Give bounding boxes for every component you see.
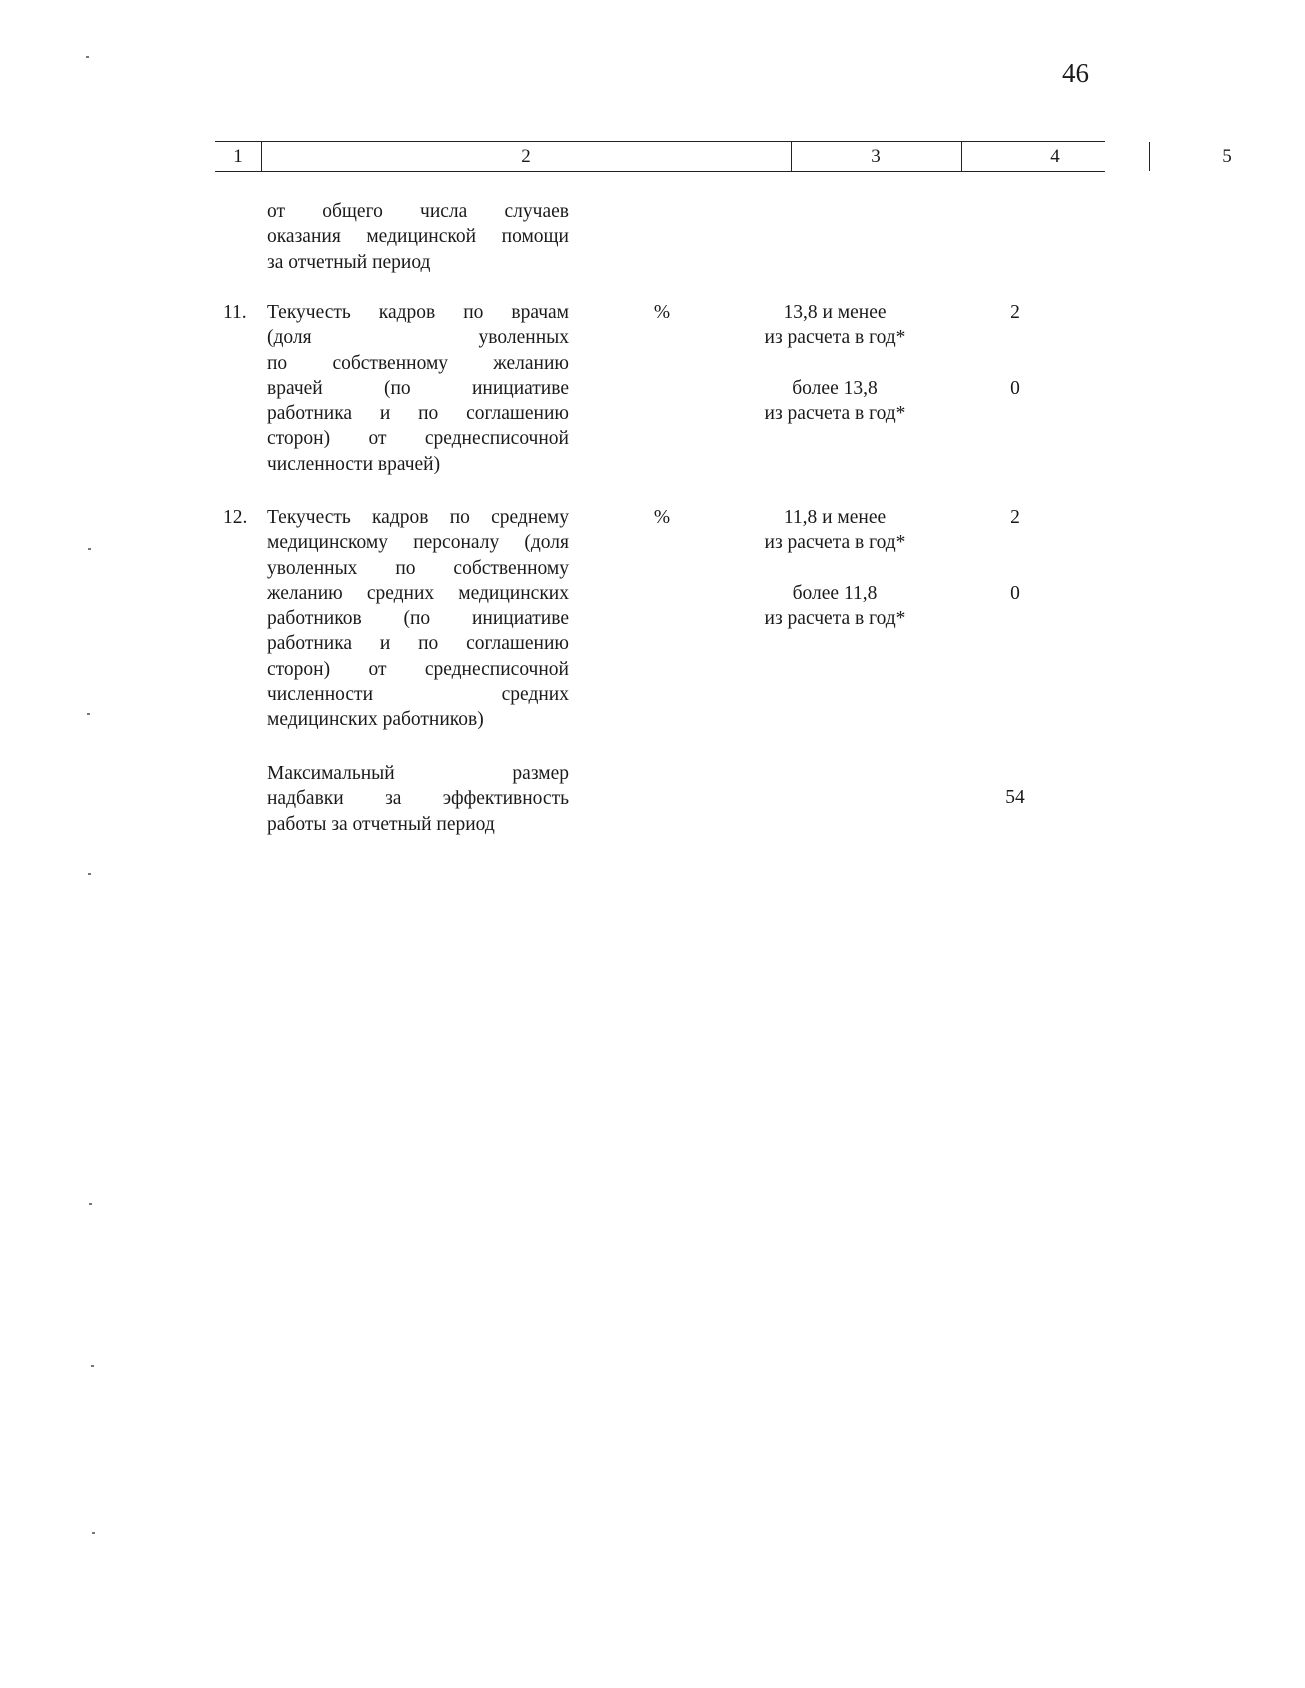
table-header-row: [215, 141, 1232, 172]
row-unit: %: [653, 507, 671, 528]
text-line: медицинскому персоналу (доля: [267, 532, 569, 554]
text-line: Текучесть кадров по среднему: [267, 507, 569, 528]
text-line: численности врачей): [267, 453, 441, 475]
scan-mark: [86, 56, 89, 58]
header-cell-2: 2: [521, 146, 531, 167]
row-number: 12.: [223, 507, 248, 528]
header-cell-1: 1: [233, 146, 243, 167]
criterion: [740, 505, 930, 556]
row-number: 11.: [223, 302, 247, 323]
criterion-period: из расчета в год*: [764, 327, 906, 349]
scan-mark: [88, 548, 91, 550]
criterion-value: более 11,8: [792, 583, 878, 604]
row-unit: %: [653, 302, 671, 323]
text-line: работы за отчетный период: [267, 813, 495, 835]
max-bonus-description: [267, 761, 569, 837]
text-line: Текучесть кадров по врачам: [267, 302, 569, 323]
text-line: уволенных по собственному: [267, 557, 569, 579]
text-line: медицинских работников): [267, 709, 484, 731]
criterion-period: из расчета в год*: [764, 532, 906, 554]
text-line: врачей (по инициативе: [267, 377, 569, 399]
criterion-score: 2: [1010, 507, 1020, 528]
criterion-value: 13,8 и менее: [783, 302, 887, 323]
scan-mark: [89, 1203, 92, 1205]
text-line: работника и по соглашению: [267, 633, 569, 655]
header-cell-5: 5: [1222, 146, 1232, 167]
text-line: по собственному желанию: [267, 352, 569, 374]
text-line: (доля уволенных: [267, 327, 569, 349]
header-cell-4: 4: [1050, 146, 1060, 167]
text-line: численности средних: [267, 684, 569, 706]
max-bonus-score: 54: [1005, 787, 1025, 808]
text-line: за отчетный период: [267, 251, 431, 273]
scan-mark: [91, 1365, 94, 1367]
text-line: желанию средних медицинских: [267, 582, 569, 604]
continuation-description: [267, 199, 569, 275]
text-line: сторон) от среднесписочной: [267, 658, 569, 680]
scan-mark: [88, 873, 91, 875]
row-description: [267, 505, 569, 733]
text-line: сторон) от среднесписочной: [267, 428, 569, 450]
text-line: оказания медицинской помощи: [267, 226, 569, 248]
criterion-score: 2: [1010, 302, 1020, 323]
criterion-value: более 13,8: [792, 378, 878, 399]
criterion-period: из расчета в год*: [764, 403, 906, 425]
criterion: [740, 300, 930, 351]
criterion: [740, 376, 930, 427]
criterion-period: из расчета в год*: [764, 608, 906, 630]
text-line: надбавки за эффективность: [267, 788, 569, 810]
text-line: Максимальный размер: [267, 763, 569, 784]
scan-mark: [87, 713, 90, 715]
criterion-score: 0: [1010, 378, 1020, 399]
text-line: от общего числа случаев: [267, 201, 569, 222]
text-line: работников (по инициативе: [267, 608, 569, 630]
criterion-value: 11,8 и менее: [783, 507, 887, 528]
row-description: [267, 300, 569, 477]
scan-mark: [92, 1532, 95, 1534]
text-line: работника и по соглашению: [267, 403, 569, 425]
page-number: 46: [1062, 58, 1089, 88]
header-cell-3: 3: [871, 146, 881, 167]
criterion-score: 0: [1010, 583, 1020, 604]
criterion: [740, 581, 930, 632]
